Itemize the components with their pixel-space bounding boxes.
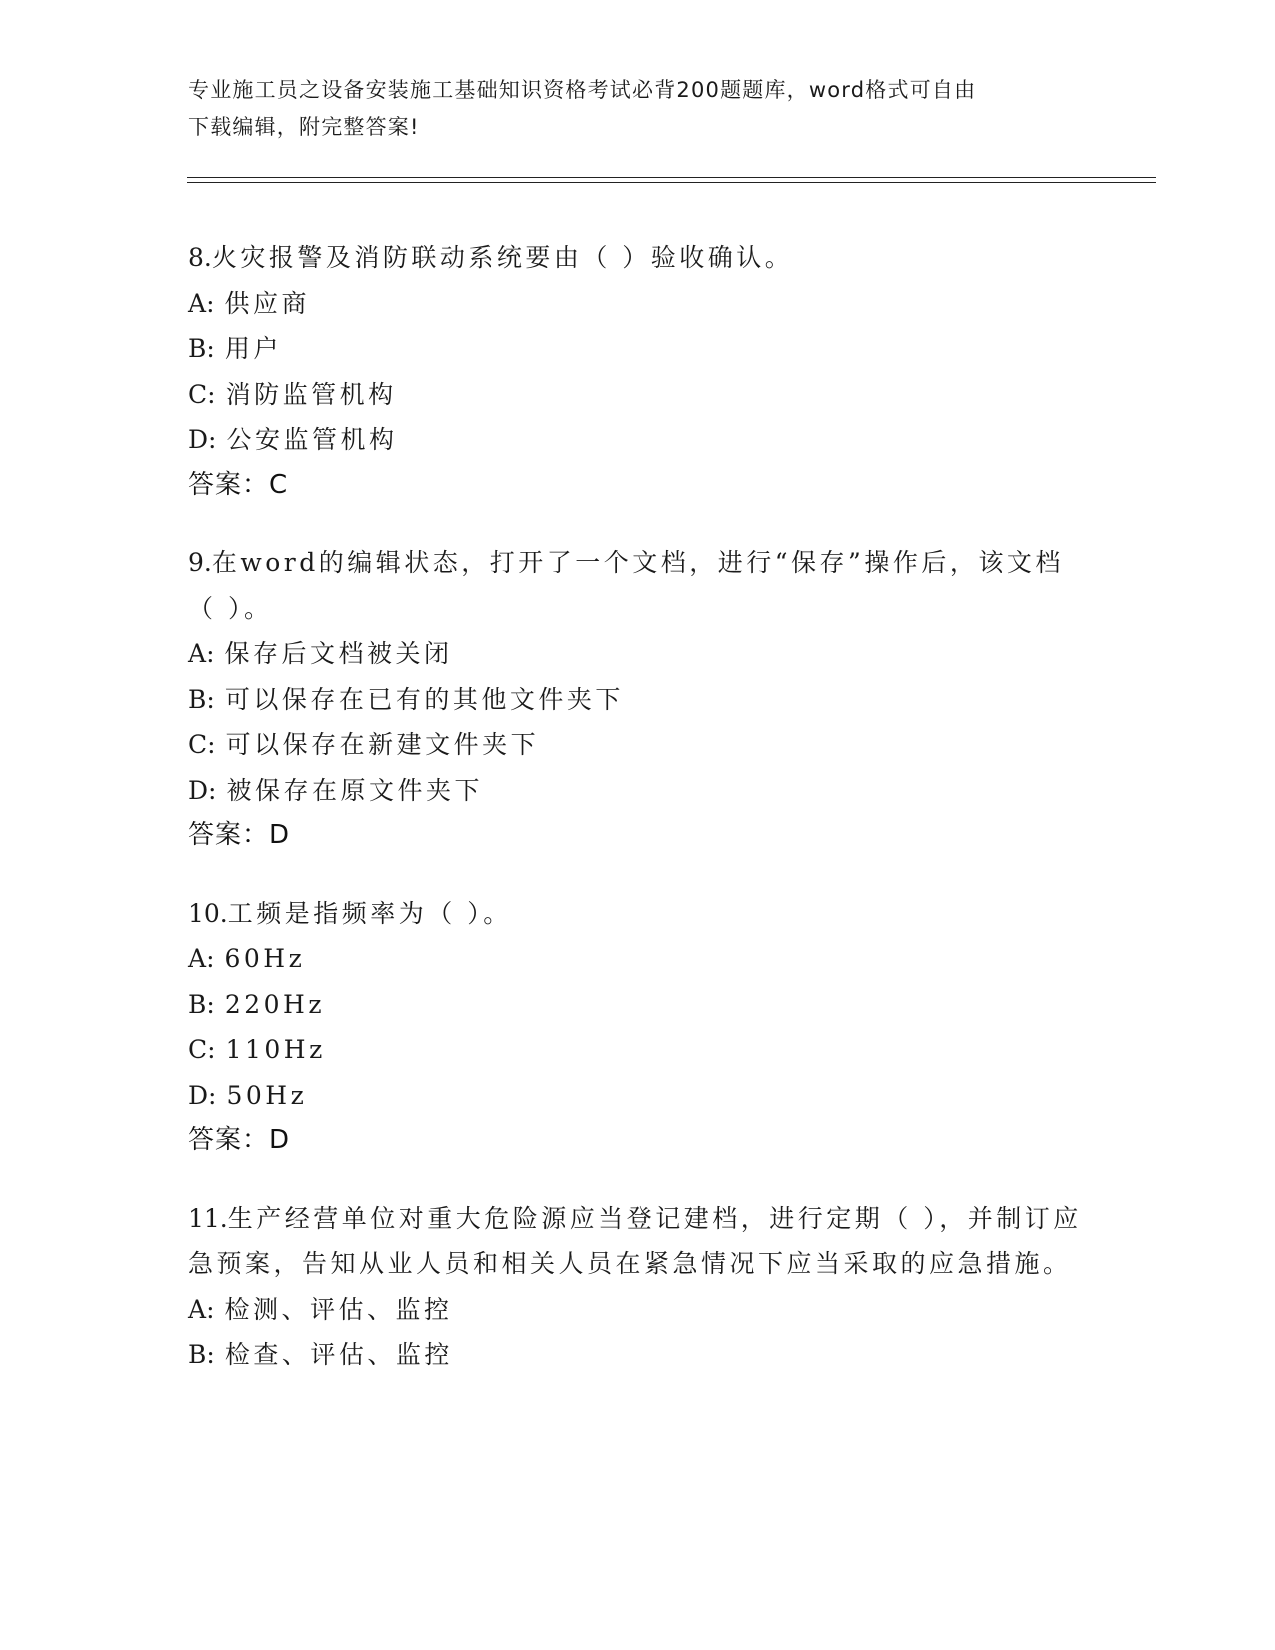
answer-line: 答案：D bbox=[188, 1125, 291, 1155]
option-letter: A bbox=[188, 1294, 207, 1324]
question-number: 10. bbox=[188, 898, 228, 928]
option-letter: A bbox=[188, 944, 207, 973]
question-number: 9. bbox=[188, 548, 212, 577]
question-text: 生产经营单位对重大危险源应当登记建档，进行定期（ ），并制订应急预案，告知从业人员和相关人员在紧急情况下应当采取的应急措施。 bbox=[188, 1203, 1082, 1278]
option-b: B: 用户 bbox=[188, 334, 282, 363]
option-d: D: 公安监管机构 bbox=[188, 425, 398, 454]
option-text: 50Hz bbox=[226, 1080, 308, 1110]
option-b: B: 220Hz bbox=[188, 989, 326, 1019]
option-letter: B bbox=[188, 684, 207, 714]
option-letter: C bbox=[188, 1035, 208, 1064]
question-11 bbox=[188, 1196, 1088, 1378]
option-b: B: 检查、评估、监控 bbox=[188, 1340, 453, 1369]
option-text: 检测、评估、监控 bbox=[224, 1294, 453, 1324]
question-text: 工频是指频率为（ ）。 bbox=[227, 898, 512, 928]
option-letter: B bbox=[188, 989, 207, 1019]
option-a: A: 60Hz bbox=[188, 944, 306, 973]
option-text: 可以保存在新建文件夹下 bbox=[225, 730, 540, 759]
option-c: C: 110Hz bbox=[188, 1035, 326, 1064]
option-text: 110Hz bbox=[225, 1035, 326, 1064]
header-line-1: 专业施工员之设备安装施工基础知识资格考试必背200题题库，word格式可自由 bbox=[188, 78, 977, 102]
option-letter: C bbox=[188, 730, 208, 759]
option-text: 被保存在原文件夹下 bbox=[226, 775, 483, 805]
question-text: 火灾报警及消防联动系统要由（ ）验收确认。 bbox=[211, 243, 794, 272]
question-stem bbox=[188, 1196, 1088, 1287]
option-a: A: 供应商 bbox=[188, 288, 311, 318]
answer-line: 答案：C bbox=[188, 469, 289, 500]
header-divider-bottom bbox=[187, 182, 1156, 183]
question-stem bbox=[188, 235, 1088, 281]
document-header bbox=[188, 72, 1088, 146]
option-letter: C bbox=[188, 379, 208, 409]
answer-line: 答案：D bbox=[188, 820, 291, 850]
option-letter: D bbox=[188, 425, 209, 454]
question-number: 11. bbox=[188, 1203, 228, 1233]
option-text: 用户 bbox=[224, 334, 282, 363]
header-divider-top bbox=[187, 177, 1156, 178]
option-c: C: 可以保存在新建文件夹下 bbox=[188, 730, 540, 759]
option-a: A: 保存后文档被关闭 bbox=[188, 639, 453, 668]
option-letter: B bbox=[188, 1340, 207, 1369]
option-text: 220Hz bbox=[224, 989, 326, 1019]
option-text: 供应商 bbox=[224, 288, 311, 318]
option-b: B: 可以保存在已有的其他文件夹下 bbox=[188, 684, 624, 714]
question-10 bbox=[188, 891, 1088, 1164]
option-letter: D bbox=[188, 775, 209, 805]
question-stem bbox=[188, 540, 1088, 631]
question-list bbox=[188, 235, 1088, 1410]
option-a: A: 检测、评估、监控 bbox=[188, 1294, 453, 1324]
header-line-2: 下载编辑，附完整答案! bbox=[188, 115, 420, 139]
option-d: D: 被保存在原文件夹下 bbox=[188, 775, 483, 805]
option-letter: B bbox=[188, 334, 207, 363]
option-text: 保存后文档被关闭 bbox=[224, 639, 453, 668]
option-letter: A bbox=[188, 639, 207, 668]
question-stem bbox=[188, 891, 1088, 937]
question-text: 在word的编辑状态，打开了一个文档，进行“保存”操作后，该文档（ ）。 bbox=[188, 548, 1064, 623]
option-text: 60Hz bbox=[224, 944, 306, 973]
option-text: 可以保存在已有的其他文件夹下 bbox=[224, 684, 624, 714]
question-8 bbox=[188, 235, 1088, 508]
question-number: 8. bbox=[188, 243, 212, 272]
option-text: 消防监管机构 bbox=[225, 379, 397, 409]
option-text: 检查、评估、监控 bbox=[224, 1340, 453, 1369]
option-letter: A bbox=[188, 288, 207, 318]
question-9 bbox=[188, 540, 1088, 859]
option-c: C: 消防监管机构 bbox=[188, 379, 397, 409]
option-letter: D bbox=[188, 1080, 209, 1110]
option-d: D: 50Hz bbox=[188, 1080, 308, 1110]
option-text: 公安监管机构 bbox=[226, 425, 398, 454]
